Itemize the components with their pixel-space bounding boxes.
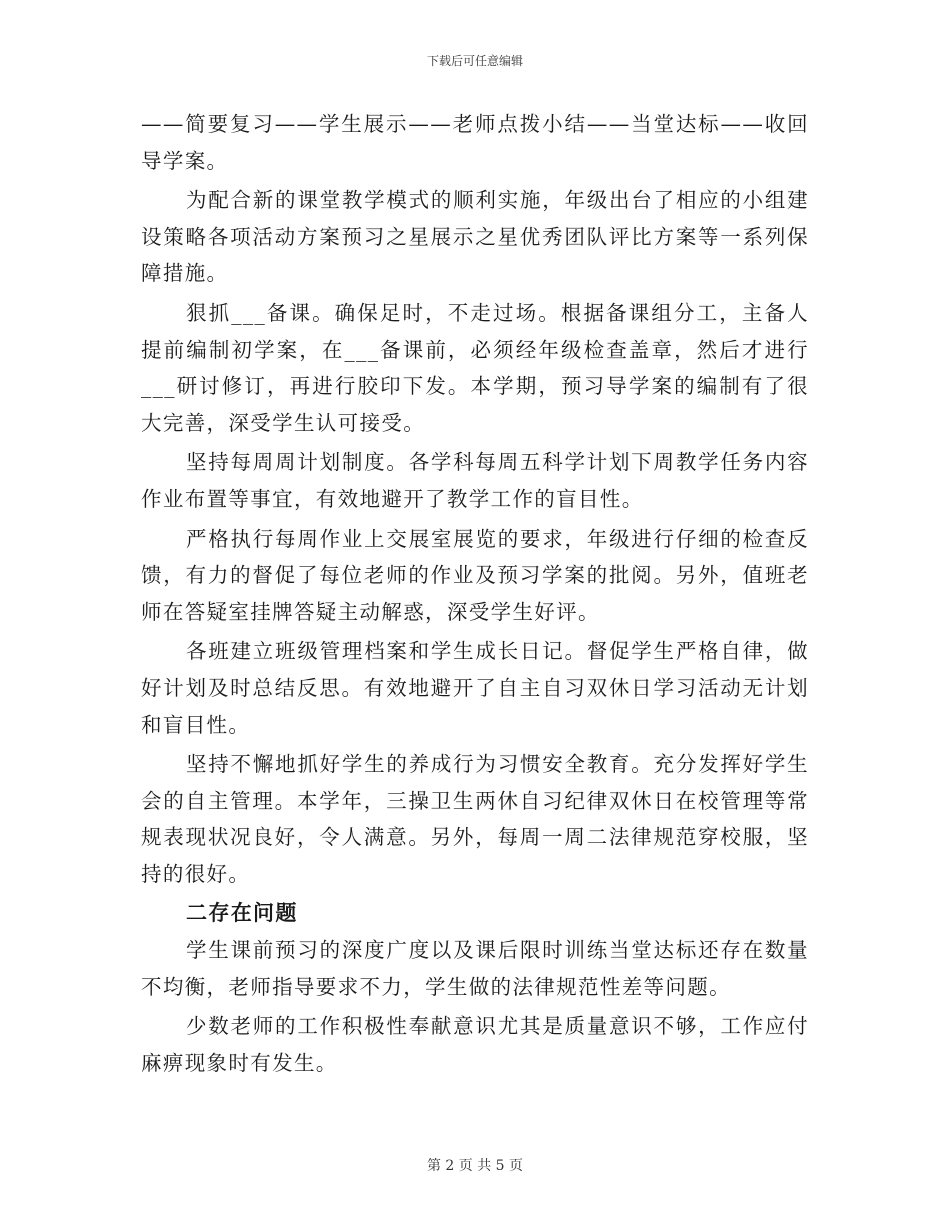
document-body [141, 106, 809, 1081]
paragraph-problem-2: 少数老师的工作积极性奉献意识尤其是质量意识不够，工作应付麻痹现象时有发生。 [141, 1014, 809, 1075]
paragraph-continuation: ——简要复习——学生展示——老师点拨小结——当堂达标——收回导学案。 [141, 112, 809, 173]
paragraph-weekly-plan: 坚持每周周计划制度。各学科每周五科学计划下周教学任务内容作业布置等事宜，有效地避开了教学工作的盲目性。 [141, 450, 809, 511]
page-header: 下载后可任意编辑 [426, 54, 523, 68]
page-footer: 第 2 页 共 5 页 [426, 1158, 524, 1174]
paragraph-homework-check: 严格执行每周作业上交展室展览的要求，年级进行仔细的检查反馈，有力的督促了每位老师的作业及预习学案的批阅。另外，值班老师在答疑室挂牌答疑主动解惑，深受学生好评。 [141, 526, 809, 624]
paragraph-class-management: 各班建立班级管理档案和学生成长日记。督促学生严格自律，做好计划及时总结反思。有效地避开了自主自习双休日学习活动无计划和盲目性。 [141, 639, 809, 737]
paragraph-problem-1: 学生课前预习的深度广度以及课后限时训练当堂达标还存在数量不均衡，老师指导要求不力，学生做的法律规范性差等问题。 [141, 938, 809, 999]
paragraph-student-habits: 坚持不懈地抓好学生的养成行为习惯安全教育。充分发挥好学生会的自主管理。本学年，三操卫生两休自习纪律双休日在校管理等常规表现状况良好，令人满意。另外，每周一周二法律规范穿校服，坚持的很好。 [141, 752, 809, 886]
paragraph-lesson-prep: 狠抓___备课。确保足时，不走过场。根据备课组分工，主备人提前编制初学案，在___备课前，必须经年级检查盖章，然后才进行___研讨修订，再进行胶印下发。本学期，预习导学案的编制有了很大完善，深受学生认可接受。 [141, 300, 809, 435]
section-heading: 二存在问题 [186, 900, 298, 926]
paragraph-support-measures: 为配合新的课堂教学模式的顺利实施，年级出台了相应的小组建设策略各项活动方案预习之星展示之星优秀团队评比方案等一系列保障措施。 [141, 188, 809, 286]
